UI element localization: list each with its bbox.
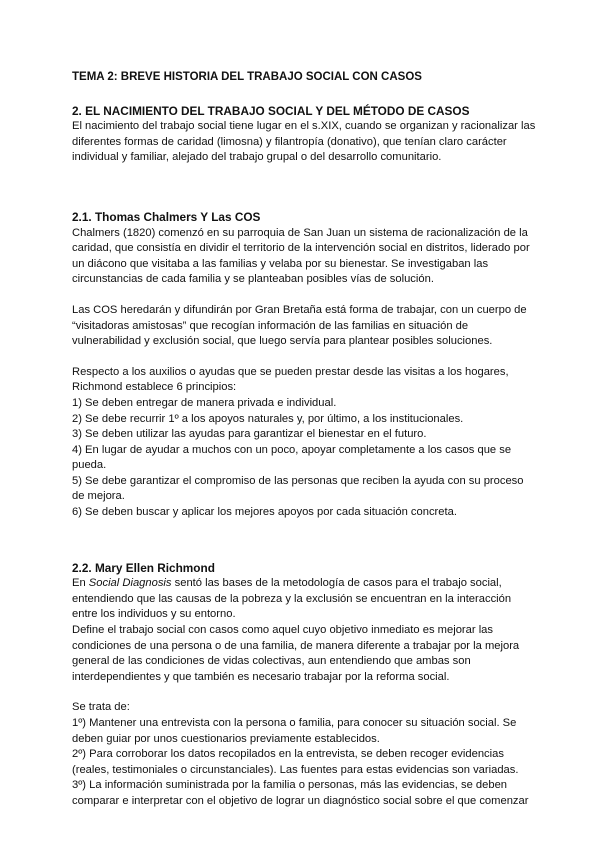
book-title: Social Diagnosis (88, 577, 172, 590)
section-2-1-paragraph-2: Las COS heredarán y difundirán por Gran Bretaña está forma de trabajar, con un cuerpo de “visitadoras amistosas” que recogían información de las familias en situación de vulnerabilidad y exclusión social, que luego servía para plantear posibles soluciones. (72, 303, 527, 348)
section-2-1-paragraph-1: Chalmers (1820) comenzó en su parroquia de San Juan un sistema de racionalización de la caridad, que consistía en dividir el territorio de la intervención social en distritos, liderado por un diácono que visitaba a las familias y velaba por su bienestar. Se investigaban las circunstancias de cada familia y se planteaban posibles vías de solución. (72, 226, 530, 286)
step-item: 3º) La información suministrada por la familia o personas, más las evidencias, se deben comparar e interpretar con el objetivo de lograr un diagnóstico social sobre el que comenzar (72, 779, 529, 807)
principle-item: 3) Se deben utilizar las ayudas para garantizar el bienestar en el futuro. (72, 428, 427, 441)
section-2-1-principles-intro: Respecto a los auxilios o ayudas que se pueden prestar desde las visitas a los hogares, Richmond establece 6 principios: (72, 365, 509, 394)
paragraph-prefix: En (72, 577, 89, 590)
section-2-paragraph: El nacimiento del trabajo social tiene lugar en el s.XIX, cuando se organizan y racionalizar las diferentes formas de caridad (limosna) y filantropía (donativo), que tenían claro carácter individual y familiar, alejado del trabajo grupal o del desarrollo comunitario. (72, 120, 536, 164)
section-2-2-paragraph-1 (72, 576, 536, 623)
principle-item: 1) Se deben entregar de manera privada e individual. (72, 396, 337, 409)
document-title: TEMA 2: BREVE HISTORIA DEL TRABAJO SOCIAL CON CASOS (72, 71, 422, 83)
paragraph-rest: sentó las bases de la metodología de casos para el trabajo social, entendiendo que las causas de la pobreza y la exclusión se encuentran en la interacción entre los individuos y su entorno. (72, 577, 512, 621)
principle-item: 5) Se debe garantizar el compromiso de las personas que reciben la ayuda con su proceso de mejora. (72, 474, 524, 503)
step-item: 1º) Mantener una entrevista con la persona o familia, para conocer su situación social. Se deben guiar por unos cuestionarios previamente establecidos. (72, 717, 517, 745)
principle-item: 4) En lugar de ayudar a muchos con un poco, apoyar completamente a los casos que se pueda. (72, 443, 512, 472)
section-2-2-paragraph-2: Define el trabajo social con casos como aquel cuyo objetivo inmediato es mejorar las condiciones de una persona o de una familia, de manera diferente a trabajar por la mejora general de las condiciones de vidas colectivas, aun entendiendo que ambas son interdependientes y que también es necesario trabajar por la reforma social. (72, 624, 520, 683)
principle-item: 2) Se debe recurrir 1º a los apoyos naturales y, por último, a los institucionales. (72, 412, 464, 425)
section-2-heading: 2. EL NACIMIENTO DEL TRABAJO SOCIAL Y DEL MÉTODO DE CASOS (72, 103, 470, 118)
principle-item: 6) Se deben buscar y aplicar los mejores apoyos por cada situación concreta. (72, 506, 457, 519)
step-item: 2º) Para corroborar los datos recopilados en la entrevista, se deben recoger evidencias (reales, testimoniales o circunstanciales). Las fuentes para estas evidencias son variadas. (72, 748, 519, 776)
principles-list (72, 396, 536, 521)
section-2-2-heading: 2.2. Mary Ellen Richmond (72, 560, 215, 575)
steps-list (72, 716, 536, 810)
section-2-2-steps-intro: Se trata de: (72, 701, 130, 714)
section-2-1-heading: 2.1. Thomas Chalmers Y Las COS (72, 209, 261, 224)
